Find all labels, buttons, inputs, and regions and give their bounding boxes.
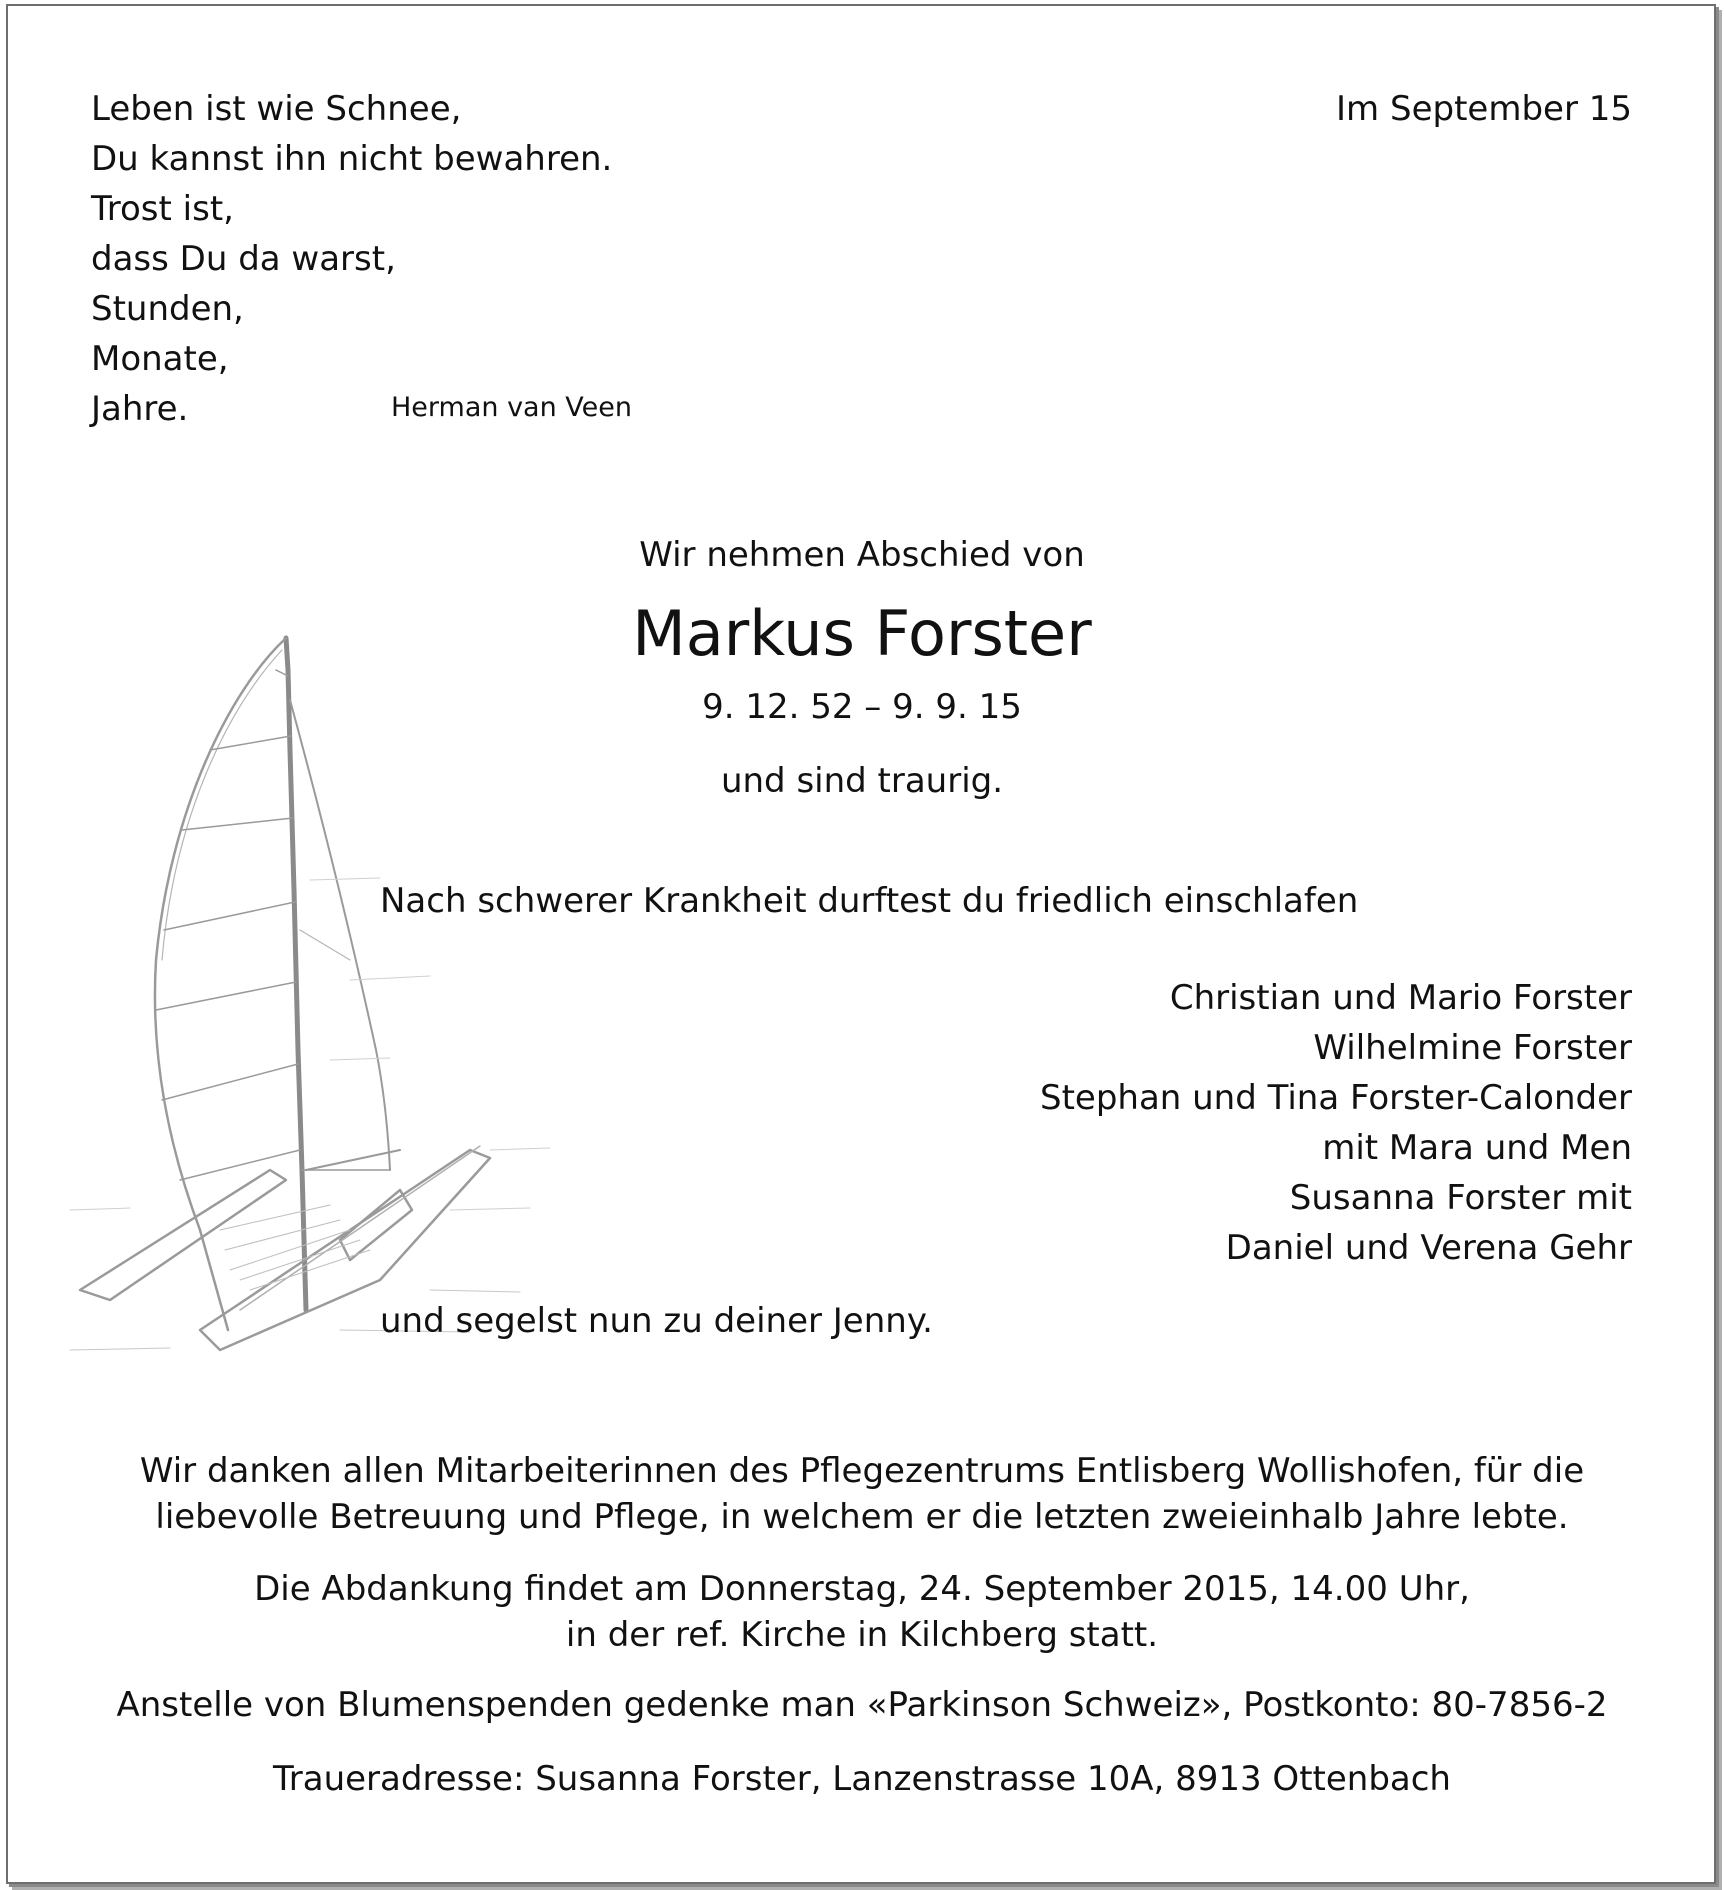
sad-line: und sind traurig.	[720, 761, 1004, 801]
poem-line: Du kannst ihn nicht bewahren.	[91, 139, 613, 179]
illness-line: Nach schwerer Krankheit durftest du friedlich einschlafen	[380, 881, 1359, 921]
donation-note: Anstelle von Blumenspenden gedenke man «Parkinson Schweiz», Postkonto: 80-7856-2	[116, 1685, 1608, 1725]
family-member: Wilhelmine Forster	[1313, 1028, 1632, 1068]
funeral-line: Die Abdankung findet am Donnerstag, 24. September 2015, 14.00 Uhr,	[254, 1569, 1470, 1609]
family-member: Stephan und Tina Forster-Calonder	[1039, 1078, 1632, 1118]
funeral-line: in der ref. Kirche in Kilchberg statt.	[565, 1615, 1159, 1655]
poem-line: Leben ist wie Schnee,	[91, 89, 462, 129]
date-heading: Im September 15	[1336, 89, 1632, 129]
life-dates: 9. 12. 52 – 9. 9. 15	[702, 687, 1022, 727]
thanks-line: Wir danken allen Mitarbeiterinnen des Pflegezentrums Entlisberg Wollishofen, für die	[139, 1451, 1585, 1491]
sailboat-illustration	[50, 630, 570, 1360]
thanks-line: liebevolle Betreuung und Pflege, in welchem er die letzten zweieinhalb Jahre lebte.	[155, 1497, 1569, 1537]
mourning-address: Traueradresse: Susanna Forster, Lanzenstrasse 10A, 8913 Ottenbach	[273, 1759, 1451, 1799]
deceased-name: Markus Forster	[632, 597, 1092, 670]
poem	[91, 84, 612, 434]
poem-author: Herman van Veen	[391, 392, 633, 423]
family-member: mit Mara und Men	[1322, 1128, 1632, 1168]
family-member: Susanna Forster mit	[1289, 1178, 1632, 1218]
funeral-paragraph	[0, 1566, 1724, 1658]
sailing-line: und segelst nun zu deiner Jenny.	[380, 1301, 933, 1341]
family-list	[1040, 973, 1632, 1273]
poem-line: Stunden,	[91, 289, 244, 329]
family-member: Daniel und Verena Gehr	[1225, 1228, 1632, 1268]
poem-line: dass Du da warst,	[91, 239, 396, 279]
poem-line: Jahre.	[91, 389, 189, 429]
thanks-paragraph	[0, 1448, 1724, 1540]
poem-line: Monate,	[91, 339, 229, 379]
farewell-intro: Wir nehmen Abschied von	[639, 535, 1085, 575]
family-member: Christian und Mario Forster	[1169, 978, 1632, 1018]
poem-line: Trost ist,	[91, 189, 234, 229]
